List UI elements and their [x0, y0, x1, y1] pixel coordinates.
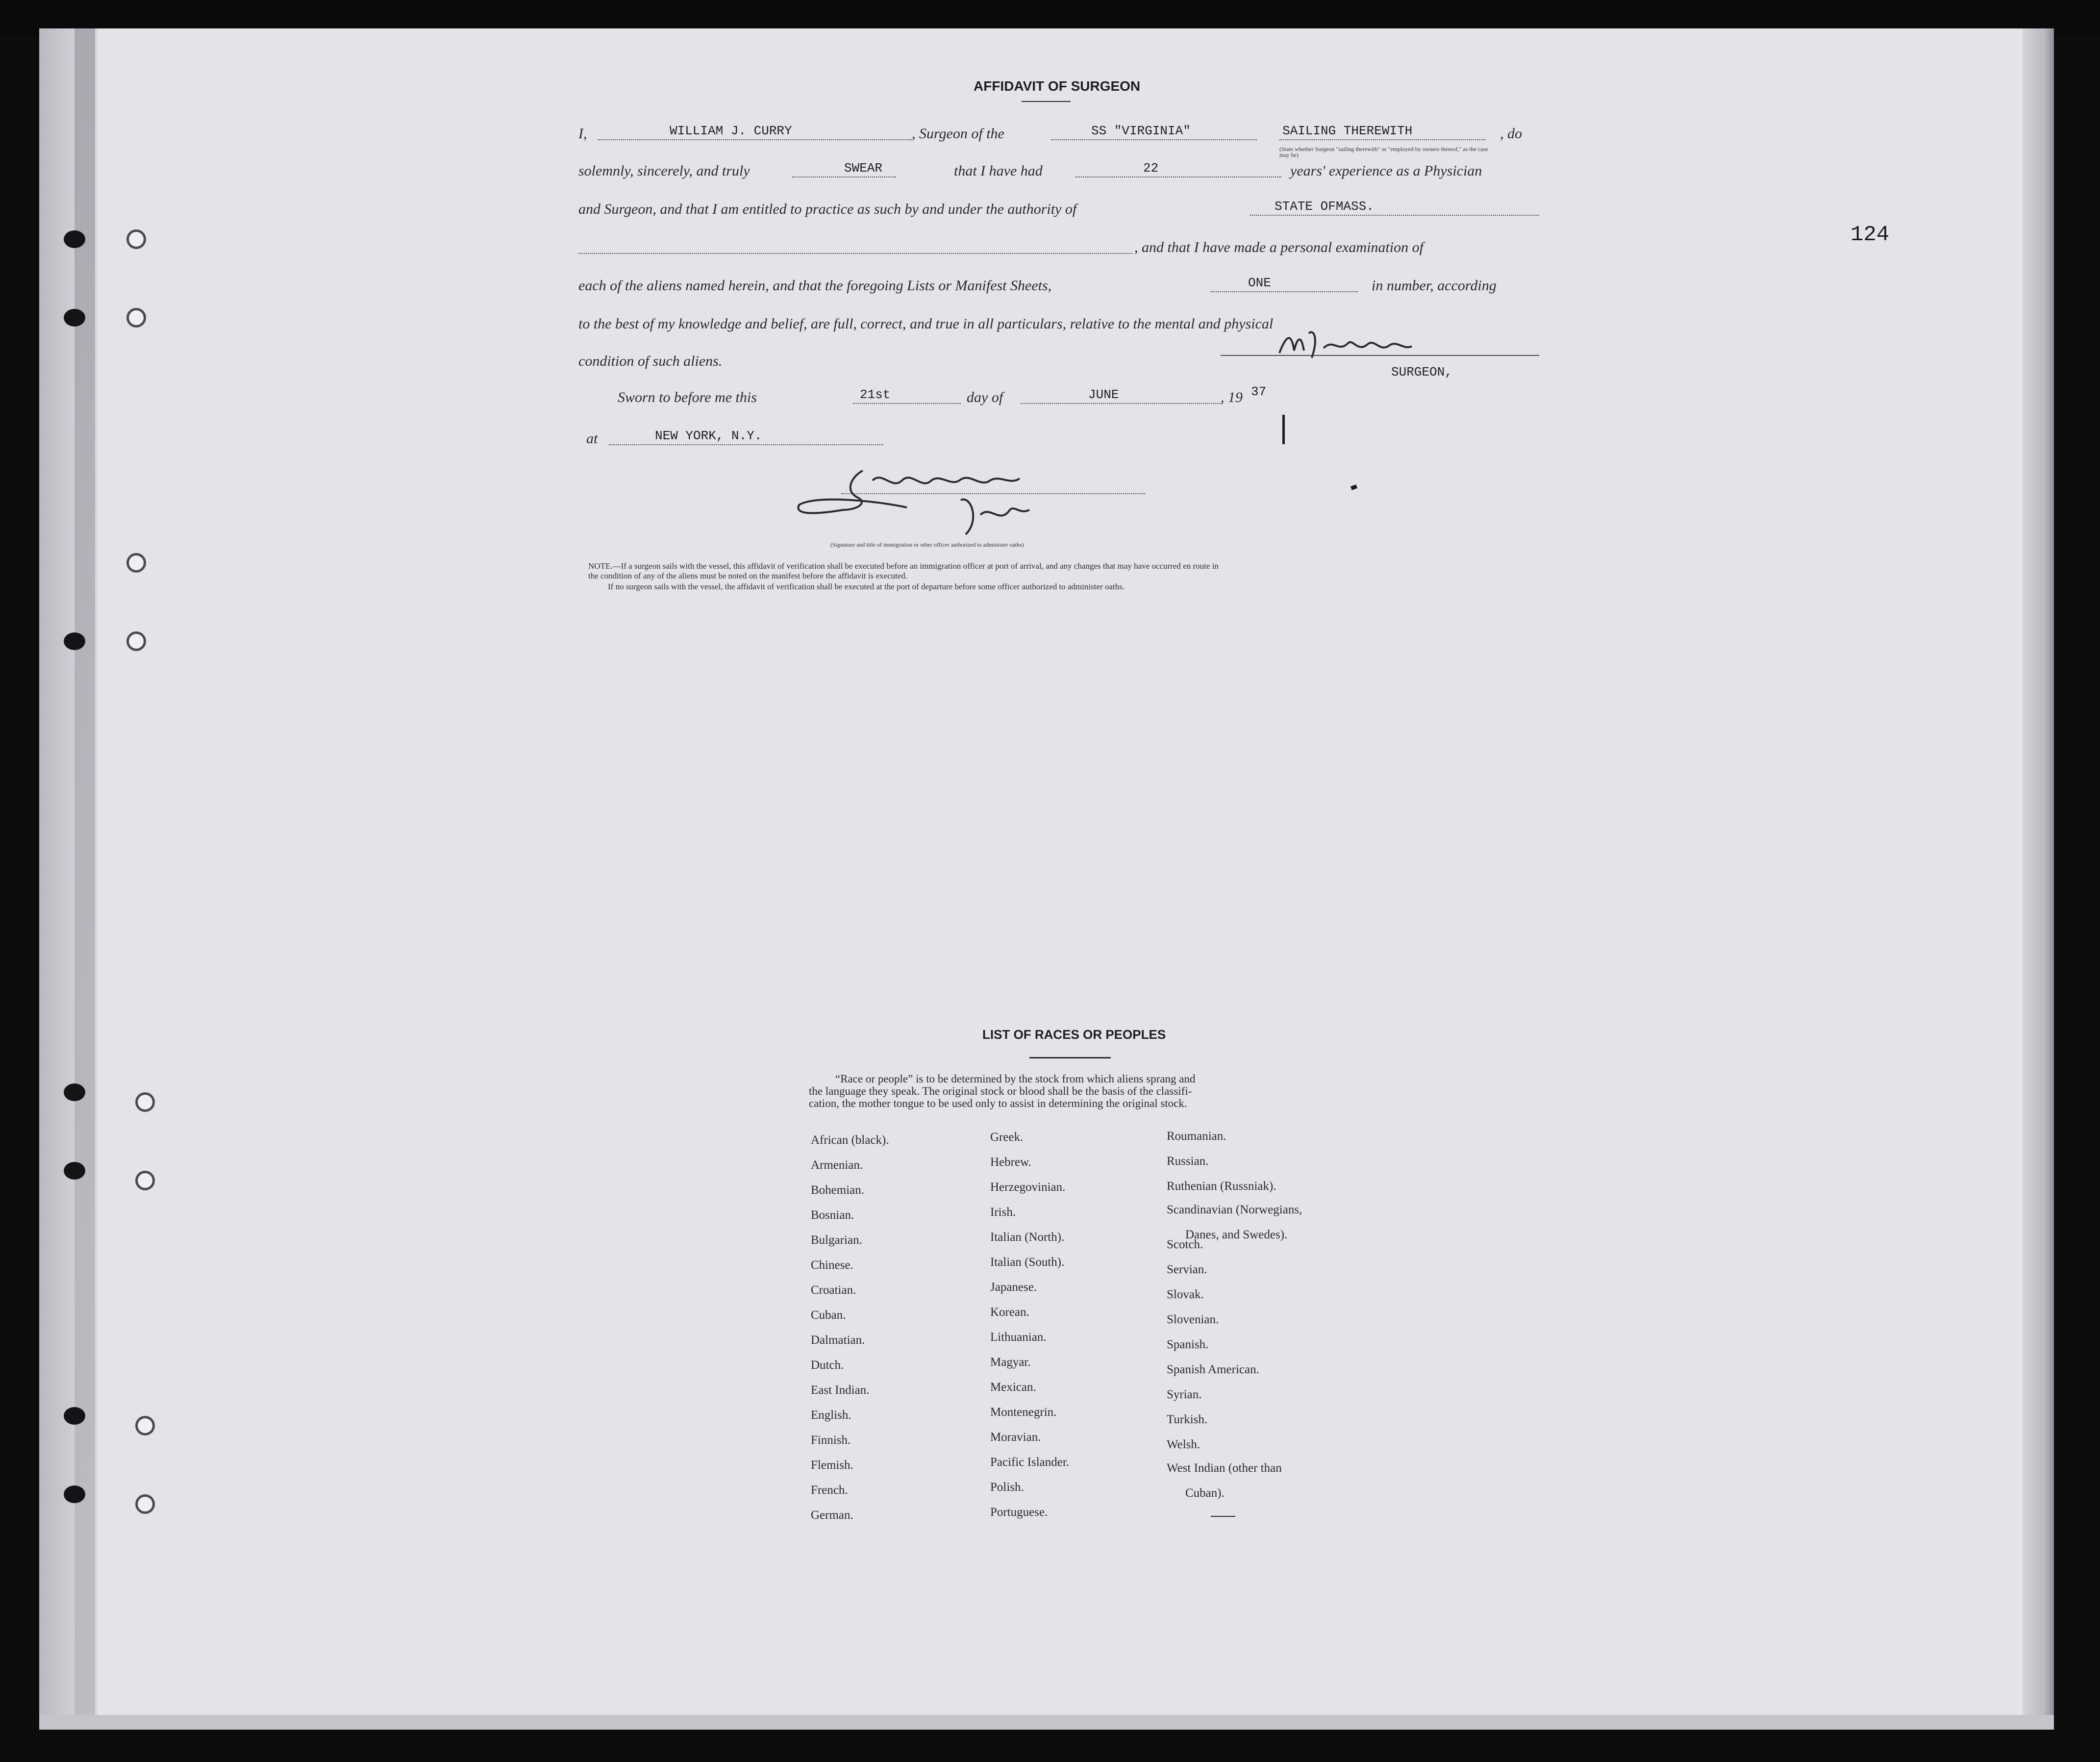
- text-i: I,: [578, 126, 587, 142]
- race-item: Roumanian.: [1167, 1130, 1226, 1143]
- note-line-3: If no surgeon sails with the vessel, the affidavit of verification shall be executed at the port of departure before some officer authorized to administer oaths.: [608, 582, 1125, 591]
- races-intro: [809, 1073, 1338, 1109]
- binder-tab: [64, 1162, 85, 1180]
- races-column-2: [990, 1131, 1069, 1531]
- binder-tab: [64, 1083, 85, 1101]
- text-do: , do: [1500, 126, 1522, 142]
- punch-hole: [135, 1416, 155, 1435]
- surgeon-name-field: WILLIAM J. CURRY: [670, 124, 792, 138]
- blank-line: [853, 403, 961, 404]
- place-line: [586, 427, 1027, 451]
- note-line-1: NOTE.—If a surgeon sails with the vessel, this affidavit of verification shall be executed before an immigration officer at port of arrival, and any changes that may have occurred en route in: [588, 561, 1219, 571]
- text-best-knowledge: to the best of my knowledge and belief, are full, correct, and true in all particulars, relative to the mental and physical: [578, 316, 1274, 332]
- affidavit-line-2: [578, 159, 1539, 183]
- month-field: JUNE: [1088, 387, 1119, 402]
- officer-caption: (Signature and title of immigration or other officer authorized to administer oaths): [830, 541, 1024, 548]
- race-item: Russian.: [1167, 1155, 1209, 1168]
- end-rule: [1211, 1516, 1235, 1517]
- place-field: NEW YORK, N.Y.: [655, 428, 762, 443]
- text-sworn: Sworn to before me this: [618, 389, 757, 405]
- text-year-prefix: , 19: [1221, 389, 1243, 405]
- sworn-line: [618, 385, 1304, 410]
- text-solemnly: solemnly, sincerely, and truly: [578, 163, 750, 179]
- affidavit-line-5: [578, 274, 1539, 298]
- race-item-line: West Indian (other than: [1167, 1461, 1282, 1475]
- race-item: Irish.: [990, 1206, 1016, 1219]
- race-item: Greek.: [990, 1131, 1024, 1144]
- punch-hole: [126, 229, 146, 249]
- race-item: Bohemian.: [811, 1183, 865, 1197]
- page-bottom-edge: [39, 1715, 2054, 1730]
- text-surgeon-of: , Surgeon of the: [912, 126, 1004, 142]
- race-item: Flemish.: [811, 1459, 853, 1472]
- race-item: Armenian.: [811, 1158, 863, 1172]
- races-column-1: [811, 1133, 889, 1534]
- punch-hole: [135, 1092, 155, 1112]
- affidavit-line-1: [578, 122, 1539, 158]
- race-item: Hebrew.: [990, 1156, 1031, 1169]
- affidavit-line-4: [578, 235, 1539, 260]
- race-item: Turkish.: [1167, 1413, 1208, 1426]
- race-item-line: Danes, and Swedes).: [1185, 1228, 1288, 1241]
- signature-line: [1221, 355, 1539, 356]
- blank-line: [792, 176, 896, 177]
- race-item: Polish.: [990, 1481, 1024, 1494]
- race-item: Chinese.: [811, 1259, 853, 1272]
- page-number: 124: [1850, 223, 1890, 247]
- races-column-3: [1167, 1130, 1302, 1500]
- punch-hole: [126, 631, 146, 651]
- race-item: Italian (North).: [990, 1231, 1065, 1244]
- race-item: Syrian.: [1167, 1388, 1202, 1401]
- race-item: Scotch.: [1167, 1238, 1203, 1251]
- sailing-hint: (State whether Surgeon "sailing therewith" or "employed by owners thereof," as the case may be): [1279, 146, 1488, 158]
- surgeon-label: SURGEON,: [1391, 365, 1452, 379]
- race-item: Bulgarian.: [811, 1233, 862, 1247]
- officer-signature: [784, 461, 1108, 544]
- race-item: French.: [811, 1484, 848, 1497]
- blank-line: [1250, 215, 1539, 216]
- oath-field: SWEAR: [844, 161, 883, 176]
- race-item: Servian.: [1167, 1263, 1207, 1276]
- race-item: Pacific Islander.: [990, 1456, 1070, 1469]
- note-line-2: the condition of any of the aliens must be noted on the manifest before the affidavit is executed.: [588, 571, 908, 580]
- race-item: Spanish American.: [1167, 1363, 1259, 1376]
- race-item: Finnish.: [811, 1434, 851, 1447]
- intro-line: “Race or people” is to be determined by the stock from which aliens sprang and: [835, 1073, 1196, 1085]
- day-field: 21st: [860, 387, 891, 402]
- race-item: German.: [811, 1509, 853, 1522]
- vessel-field: SS "VIRGINIA": [1091, 124, 1191, 138]
- title-rule: [1022, 101, 1071, 102]
- race-item: Croatian.: [811, 1284, 856, 1297]
- race-item: Dutch.: [811, 1359, 844, 1372]
- affidavit-line-3: [578, 197, 1539, 222]
- race-item: English.: [811, 1409, 851, 1422]
- blank-line: [598, 139, 912, 140]
- blank-line: [1075, 176, 1281, 177]
- race-item: Spanish.: [1167, 1338, 1209, 1351]
- blank-line: [1279, 139, 1485, 140]
- race-item-line: Scandinavian (Norwegians,: [1167, 1203, 1302, 1216]
- race-item: [1167, 1203, 1302, 1241]
- binder-tab: [64, 309, 85, 327]
- binder-tab: [64, 632, 85, 650]
- race-item: Welsh.: [1167, 1438, 1200, 1451]
- race-item-line: Cuban).: [1185, 1486, 1225, 1500]
- race-item: [1167, 1461, 1302, 1500]
- text-years-experience: years' experience as a Physician: [1290, 163, 1482, 179]
- race-item: Portuguese.: [990, 1506, 1048, 1519]
- race-item: Japanese.: [990, 1281, 1037, 1294]
- race-item: Slovak.: [1167, 1288, 1204, 1301]
- punch-hole: [126, 308, 146, 327]
- sheet-count-field: ONE: [1248, 276, 1271, 290]
- text-day-of: day of: [967, 389, 1003, 405]
- blank-line: [1051, 139, 1257, 140]
- race-item: Lithuanian.: [990, 1331, 1047, 1344]
- binder-tab: [64, 1485, 85, 1503]
- blank-line: [578, 253, 1132, 254]
- year-field: 37: [1251, 384, 1267, 399]
- race-item: Montenegrin.: [990, 1406, 1057, 1419]
- race-item: Korean.: [990, 1306, 1029, 1319]
- text-each-alien: each of the aliens named herein, and that the foregoing Lists or Manifest Sheets,: [578, 277, 1052, 294]
- ink-mark: [1282, 415, 1285, 444]
- race-item: Slovenian.: [1167, 1313, 1219, 1326]
- race-item: Mexican.: [990, 1381, 1036, 1394]
- blank-line: [1021, 403, 1222, 404]
- punch-hole: [135, 1171, 155, 1190]
- race-item: Dalmatian.: [811, 1334, 865, 1347]
- text-at: at: [586, 430, 598, 447]
- race-item: Herzegovinian.: [990, 1181, 1066, 1194]
- race-item: East Indian.: [811, 1384, 870, 1397]
- affidavit-title: AFFIDAVIT OF SURGEON: [974, 78, 1141, 94]
- races-title: LIST OF RACES OR PEOPLES: [982, 1027, 1166, 1042]
- binder-tab: [64, 230, 85, 248]
- page-edge: [2023, 28, 2054, 1730]
- officer-signature-line: [841, 493, 1145, 494]
- blank-line: [1211, 291, 1358, 292]
- race-item: Bosnian.: [811, 1208, 854, 1222]
- punch-hole: [126, 553, 146, 573]
- binding-shadow: [75, 28, 95, 1730]
- intro-line: cation, the mother tongue to be used only to assist in determining the original stock.: [809, 1097, 1187, 1109]
- binder-tab: [64, 1407, 85, 1425]
- races-title-rule: [1029, 1057, 1111, 1058]
- text-personal-examination: , and that I have made a personal examination of: [1134, 239, 1424, 255]
- intro-line: the language they speak. The original stock or blood shall be the basis of the classifi-: [809, 1085, 1192, 1097]
- race-item: Cuban.: [811, 1309, 846, 1322]
- sailing-status-field: SAILING THEREWITH: [1282, 124, 1413, 138]
- text-condition: condition of such aliens.: [578, 353, 723, 369]
- text-i-have-had: that I have had: [954, 163, 1043, 179]
- race-item: Magyar.: [990, 1356, 1031, 1369]
- years-field: 22: [1143, 161, 1159, 176]
- text-and-surgeon: and Surgeon, and that I am entitled to practice as such by and under the authority of: [578, 201, 1077, 217]
- race-item: Italian (South).: [990, 1256, 1065, 1269]
- punch-hole: [135, 1494, 155, 1514]
- blank-line: [609, 444, 883, 445]
- text-in-number: in number, according: [1372, 277, 1497, 294]
- authority-field: STATE OFMASS.: [1275, 199, 1374, 214]
- race-item: Moravian.: [990, 1431, 1041, 1444]
- race-item: African (black).: [811, 1133, 889, 1147]
- race-item: Ruthenian (Russniak).: [1167, 1180, 1276, 1193]
- surgeon-signature: [1265, 324, 1451, 363]
